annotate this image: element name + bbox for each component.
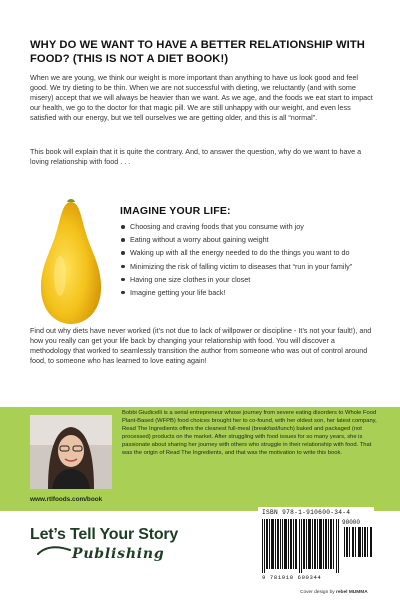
imagine-title: IMAGINE YOUR LIFE:: [120, 205, 231, 217]
list-item: Having one size clothes in your closet: [120, 275, 360, 285]
swoosh-icon: [36, 544, 72, 558]
list-item: Choosing and craving foods that you consume with joy: [120, 222, 360, 232]
isbn-text: ISBN 978-1-910600-34-4: [262, 509, 351, 516]
price-barcode-image: [344, 519, 374, 559]
list-item: Eating without a worry about gaining weight: [120, 235, 360, 245]
list-item: Minimizing the risk of falling victim to diseases that “run in your family”: [120, 262, 360, 272]
barcode-image: [262, 519, 340, 573]
credit-prefix: Cover design by: [300, 590, 335, 595]
imagine-list: [120, 222, 360, 301]
intro-paragraph: When we are young, we think our weight is more important than anything to have us look good and feel good. We try dieting to be thin. When we are not successful with dieting, we reluctantly (and with some misery) accept that we will always be heavier than we want. As we age, and the foods we eat start to impact our health, we go to the doctor for that magic pill. We are still unhappy with our weight, and even less satisfied with our energy, but we tell ourselves we are getting older, and this is all “normal”.: [30, 73, 373, 123]
publisher-logo-text: Let’s Tell Your Story: [30, 526, 179, 543]
cover-credit: [300, 590, 368, 595]
website-link[interactable]: www.rtlfoods.com/book: [30, 496, 103, 503]
credit-brand: rebel MUMMA: [336, 590, 368, 595]
price-code: 90000: [342, 519, 361, 526]
headline: WHY DO WE WANT TO HAVE A BETTER RELATIONSHIP WITH FOOD? (THIS IS NOT A DIET BOOK!): [30, 39, 365, 65]
question-paragraph: This book will explain that it is quite the contrary. And, to answer the question, why do we want to have a loving relationship with food . . .: [30, 147, 362, 167]
author-bio: Bobbi Giudicelli is a serial entrepreneur whose journey from severe eating disorders to Whole Food Plant-Based (WFPB) food choices brought her to co-found, with her oldest son, her latest company, Read The Ingredients offers the cleanest full-meal (breakfast/lunch) baked and packaged (not processed) products on the market. After struggling with food issues for so many years, she is passionate about sharing her journey with others who struggle in their relationship with food. That was the origin of Read The Ingredients, and that was the motivation to write this book.: [122, 410, 377, 456]
papaya-image: [36, 196, 106, 328]
list-item: Waking up with all the energy needed to do the things you want to do: [120, 248, 360, 258]
list-item: Imagine getting your life back!: [120, 288, 360, 298]
author-photo: [30, 415, 112, 489]
closing-paragraph: Find out why diets have never worked (it’s not due to lack of willpower or discipline - It’s not your fault!), and how you really can get your life back by changing your relationship with food. You will discover a methodology that worked to seamlessly transition the author from someone who was out of control around food, to someone who has learned to love eating again!: [30, 326, 372, 366]
barcode-number: 9 781910 600344: [262, 574, 322, 581]
publisher-logo-subtext: Publishing: [72, 546, 165, 562]
